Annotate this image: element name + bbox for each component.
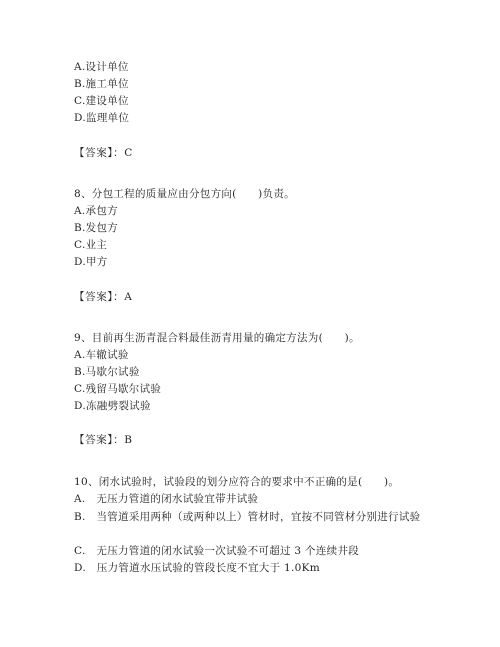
q9-option-b: B.马歇尔试验: [74, 366, 140, 378]
q8-answer: 【答案】：A: [74, 291, 133, 303]
q8-option-c: C.业主: [74, 239, 108, 251]
q8-question: 8、分包工程的质量应由分包方向( )负责。: [74, 188, 295, 200]
q10-question: 10、闭水试验时，试验段的划分应符合的要求中不正确的是( )。: [74, 476, 400, 488]
q7-option-a: A.设计单位: [74, 61, 129, 73]
q9-option-a: A.车辙试验: [74, 349, 129, 361]
q8-option-b: B.发包方: [74, 222, 119, 234]
q7-option-d: D.监理单位: [74, 112, 130, 124]
q10-option-c: C. 无压力管道的闭水试验一次试验不可超过 3 个连续井段: [74, 545, 360, 557]
q9-option-d: D.冻融劈裂试验: [74, 400, 151, 412]
q10-option-b: B. 当管道采用两种（或两种以上）管材时，宜按不同管材分别进行试验: [74, 511, 421, 523]
q7-option-b: B.施工单位: [74, 78, 129, 90]
q7-option-c: C.建设单位: [74, 95, 129, 107]
q8-option-a: A.承包方: [74, 205, 118, 217]
q9-question: 9、目前再生沥青混合料最佳沥青用量的确定方法为( )。: [74, 332, 360, 344]
q8-option-d: D.甲方: [74, 256, 108, 268]
q10-option-a: A. 无压力管道的闭水试验宜带井试验: [74, 493, 259, 505]
q7-answer: 【答案】：C: [74, 147, 133, 159]
q9-answer: 【答案】：B: [74, 434, 133, 446]
q10-option-d: D. 压力管道水压试验的管段长度不宜大于 1.0Km: [74, 562, 321, 574]
q9-option-c: C.残留马歇尔试验: [74, 383, 162, 395]
